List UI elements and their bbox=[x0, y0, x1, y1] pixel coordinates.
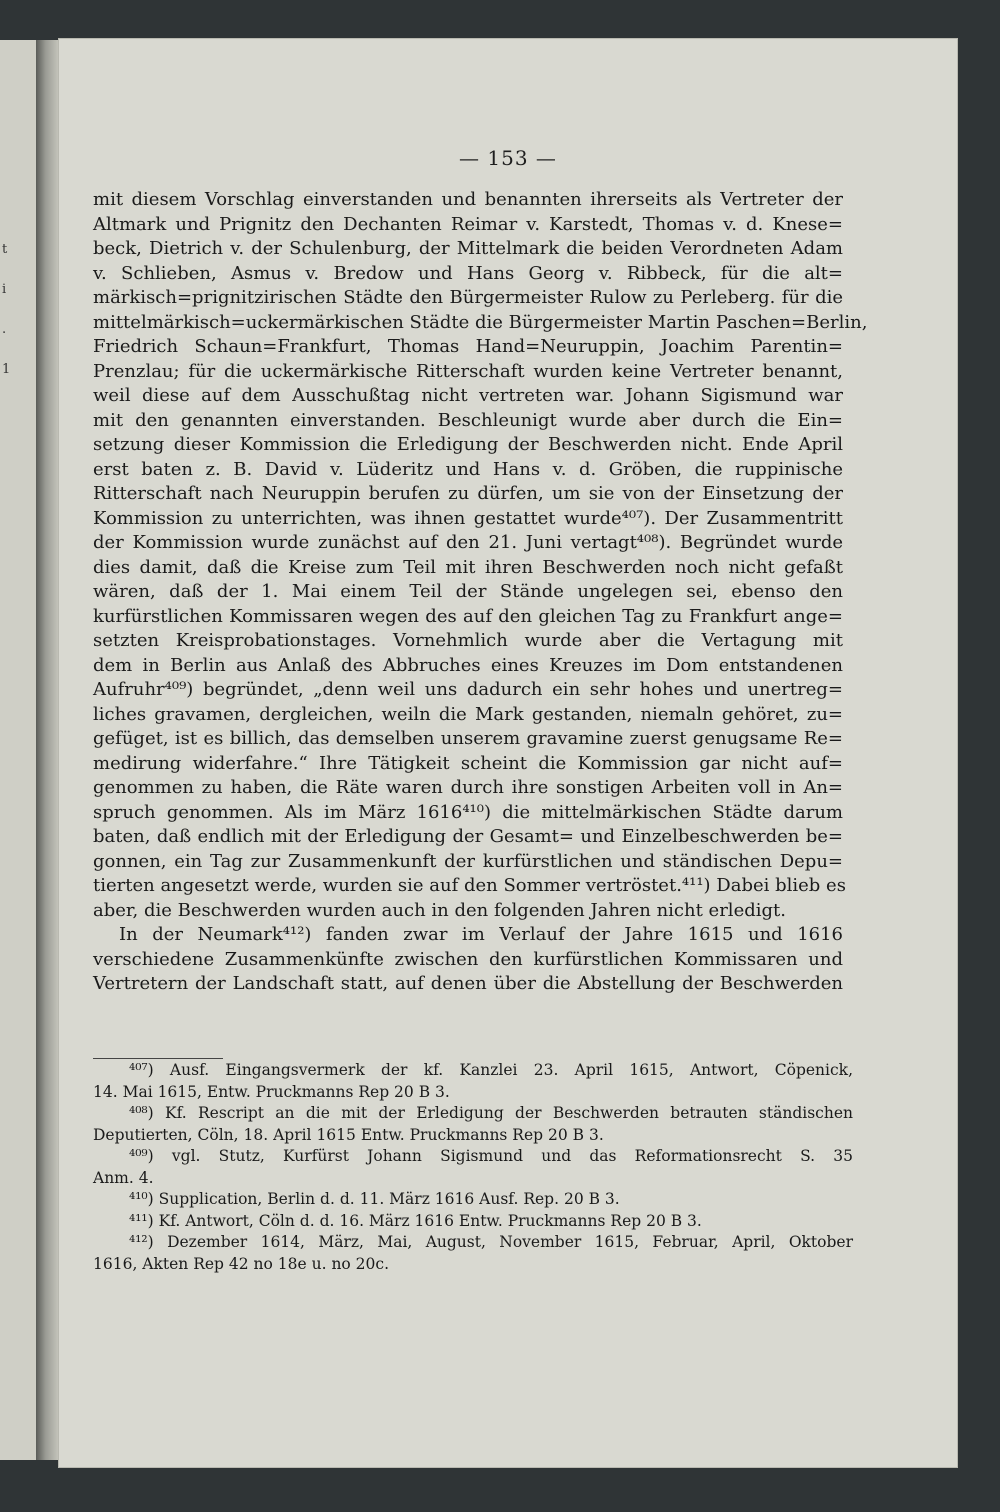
text-line: medirung widerfahre.“ Ihre Tätigkeit scheint die Kommission gar nicht auf= bbox=[93, 752, 843, 774]
footnote-line: 14. Mai 1615, Entw. Pruckmanns Rep 20 B 3. bbox=[93, 1082, 450, 1101]
text-line: baten, daß endlich mit der Erledigung der Gesamt= und Einzelbeschwerden be= bbox=[93, 826, 843, 847]
text-line: mit diesem Vorschlag einverstanden und benannten ihrerseits als Vertreter der bbox=[93, 189, 843, 210]
text-line: gonnen, ein Tag zur Zusammenkunft der kurfürstlichen und ständischen Depu= bbox=[93, 850, 843, 872]
footnote-line: 1616, Akten Rep 42 no 18e u. no 20c. bbox=[93, 1254, 390, 1273]
footnote-line: Anm. 4. bbox=[93, 1168, 154, 1187]
text-line: v. Schlieben, Asmus v. Bredow und Hans Georg v. Ribbeck, für die alt= bbox=[93, 262, 843, 284]
text-line: tierten angesetzt werde, wurden sie auf den Sommer vertröstet.⁴¹¹) Dabei blieb es bbox=[93, 875, 846, 896]
text-line: Aufruhr⁴⁰⁹) begründet, „denn weil uns dadurch ein sehr hohes und unertreg= bbox=[93, 679, 843, 700]
footnote-line: ⁴¹¹) Kf. Antwort, Cöln d. d. 16. März 1616 Entw. Pruckmanns Rep 20 B 3. bbox=[129, 1211, 702, 1230]
text-line: setzten Kreisprobationstages. Vornehmlich wurde aber die Vertagung mit bbox=[93, 630, 843, 651]
text-line: Vertretern der Landschaft statt, auf denen über die Abstellung der Beschwerden bbox=[93, 973, 843, 994]
footnote-line: ⁴¹²) Dezember 1614, März, Mai, August, November 1615, Februar, April, Oktober bbox=[129, 1233, 853, 1251]
text-line: weil diese auf dem Ausschußtag nicht vertreten war. Johann Sigismund war bbox=[93, 385, 843, 406]
footnote-line: ⁴⁰⁷) Ausf. Eingangsvermerk der kf. Kanzlei 23. April 1615, Antwort, Cöpenick, bbox=[129, 1061, 853, 1079]
footnote-line: ⁴¹⁰) Supplication, Berlin d. d. 11. März 1616 Ausf. Rep. 20 B 3. bbox=[129, 1190, 620, 1208]
text-line: spruch genommen. Als im März 1616⁴¹⁰) die mittelmärkischen Städte darum bbox=[93, 801, 843, 823]
footnote-divider bbox=[93, 1058, 223, 1059]
text-line: dies damit, daß die Kreise zum Teil mit ihren Beschwerden noch nicht gefaßt bbox=[93, 556, 843, 578]
footnote-line: ⁴⁰⁸) Kf. Rescript an die mit der Erledigung der Beschwerden betrauten ständischen bbox=[129, 1104, 853, 1122]
text-line: der Kommission wurde zunächst auf den 21. Juni vertagt⁴⁰⁸). Begründet wurde bbox=[93, 532, 843, 553]
text-line: mittelmärkisch=uckermärkischen Städte die Bürgermeister Martin Paschen=Berlin, bbox=[93, 311, 868, 333]
book-gutter bbox=[36, 40, 60, 1460]
text-line: aber, die Beschwerden wurden auch in den folgenden Jahren nicht erledigt. bbox=[93, 899, 786, 921]
text-line: Prenzlau; für die uckermärkische Ritterschaft wurden keine Vertreter benannt, bbox=[93, 360, 843, 382]
text-line: märkisch=prignitzirischen Städte den Bürgermeister Rulow zu Perleberg. für die bbox=[93, 287, 843, 308]
text-line: mit den genannten einverstanden. Beschleunigt wurde aber durch die Ein= bbox=[93, 409, 843, 431]
text-line: verschiedene Zusammenkünfte zwischen den kurfürstlichen Kommissaren und bbox=[93, 948, 843, 970]
text-line: In der Neumark⁴¹²) fanden zwar im Verlauf der Jahre 1615 und 1616 bbox=[119, 924, 843, 945]
text-line: Ritterschaft nach Neuruppin berufen zu dürfen, um sie von der Einsetzung der bbox=[93, 483, 843, 504]
text-line: wären, daß der 1. Mai einem Teil der Stände ungelegen sei, ebenso den bbox=[93, 581, 843, 602]
footnote-line: Deputierten, Cöln, 18. April 1615 Entw. Pruckmanns Rep 20 B 3. bbox=[93, 1125, 604, 1144]
text-line: erst baten z. B. David v. Lüderitz und Hans v. d. Gröben, die ruppinische bbox=[93, 458, 843, 480]
body-text bbox=[93, 188, 868, 997]
text-line: liches gravamen, dergleichen, weiln die Mark gestanden, niemaln gehöret, zu= bbox=[93, 703, 843, 725]
text-line: gefüget, ist es billich, das demselben unserem gravamine zuerst genugsame Re= bbox=[93, 728, 843, 749]
text-line: setzung dieser Kommission die Erledigung der Beschwerden nicht. Ende April bbox=[93, 434, 843, 455]
text-line: Friedrich Schaun=Frankfurt, Thomas Hand=Neuruppin, Joachim Parentin= bbox=[93, 336, 843, 357]
text-line: genommen zu haben, die Räte waren durch ihre sonstigen Arbeiten voll in An= bbox=[93, 777, 843, 798]
footnote-line: ⁴⁰⁹) vgl. Stutz, Kurfürst Johann Sigismund und das Reformationsrecht S. 35 bbox=[129, 1147, 853, 1165]
facing-page-marks: t i . 1 bbox=[2, 242, 11, 377]
book-page bbox=[58, 38, 958, 1468]
text-line: dem in Berlin aus Anlaß des Abbruches eines Kreuzes im Dom entstandenen bbox=[93, 654, 843, 676]
facing-page-edge bbox=[0, 40, 39, 1460]
page-number: — 153 — bbox=[459, 146, 557, 170]
footnotes bbox=[93, 1060, 853, 1275]
text-line: Altmark und Prignitz den Dechanten Reimar v. Karstedt, Thomas v. d. Knese= bbox=[93, 213, 843, 235]
text-line: beck, Dietrich v. der Schulenburg, der Mittelmark die beiden Verordneten Adam bbox=[93, 238, 843, 259]
text-line: kurfürstlichen Kommissaren wegen des auf den gleichen Tag zu Frankfurt ange= bbox=[93, 605, 843, 627]
text-line: Kommission zu unterrichten, was ihnen gestattet wurde⁴⁰⁷). Der Zusammentritt bbox=[93, 507, 843, 529]
